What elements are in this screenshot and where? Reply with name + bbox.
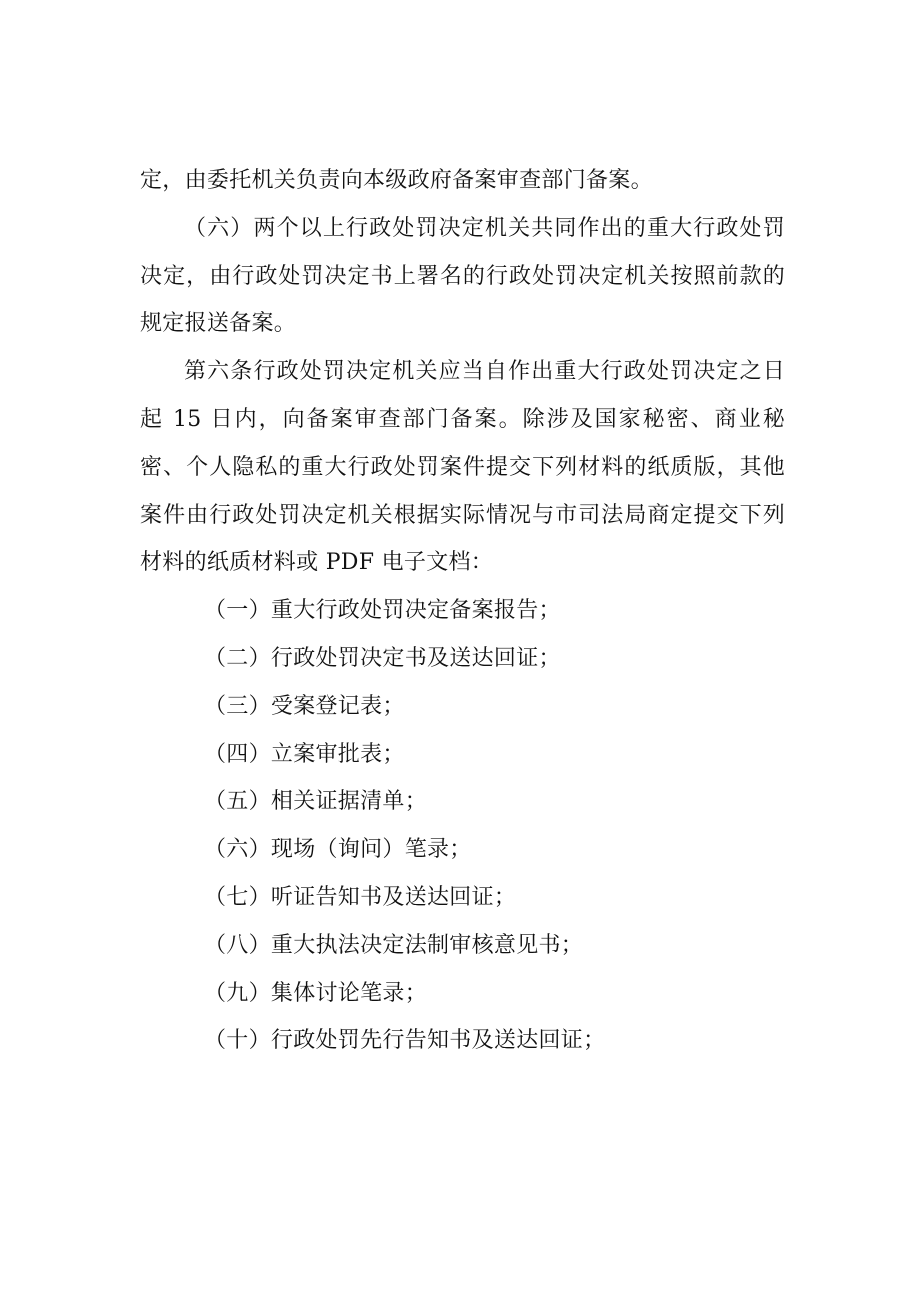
list-item: （六）现场（询问）笔录； [204, 837, 472, 863]
paragraph-clause-6: （六）两个以上行政处罚决定机关共同作出的重大行政处罚决定，由行政处罚决定书上署名的行政处罚决定机关按照前款的规定报送备案。 [140, 215, 785, 337]
list-item: （十）行政处罚先行告知书及送达回证； [204, 1028, 606, 1054]
list-item: （一）重大行政处罚决定备案报告； [204, 598, 561, 624]
list-item: （三）受案登记表； [204, 693, 405, 719]
paragraph-continuation: 定，由委托机关负责向本级政府备案审查部门备案。 [140, 168, 653, 193]
list-item: （七）听证告知书及送达回证； [204, 884, 517, 910]
paragraph-article-6: 第六条行政处罚决定机关应当自作出重大行政处罚决定之日起 15 日内，向备案审查部门备案。除涉及国家秘密、商业秘密、个人隐私的重大行政处罚案件提交下列材料的纸质版，其他案件由行政处罚决定机关根据实际情况与市司法局商定提交下列材料的纸质材料或 PDF 电子文档： [140, 359, 785, 576]
document-body [140, 157, 785, 1065]
list-item: （八）重大执法决定法制审核意见书； [204, 932, 584, 958]
list-item: （五）相关证据清单； [204, 789, 428, 815]
materials-list [140, 587, 785, 1065]
list-item: （二）行政处罚决定书及送达回证； [204, 645, 561, 671]
list-item: （四）立案审批表； [204, 741, 405, 767]
list-item: （九）集体讨论笔录； [204, 980, 428, 1006]
